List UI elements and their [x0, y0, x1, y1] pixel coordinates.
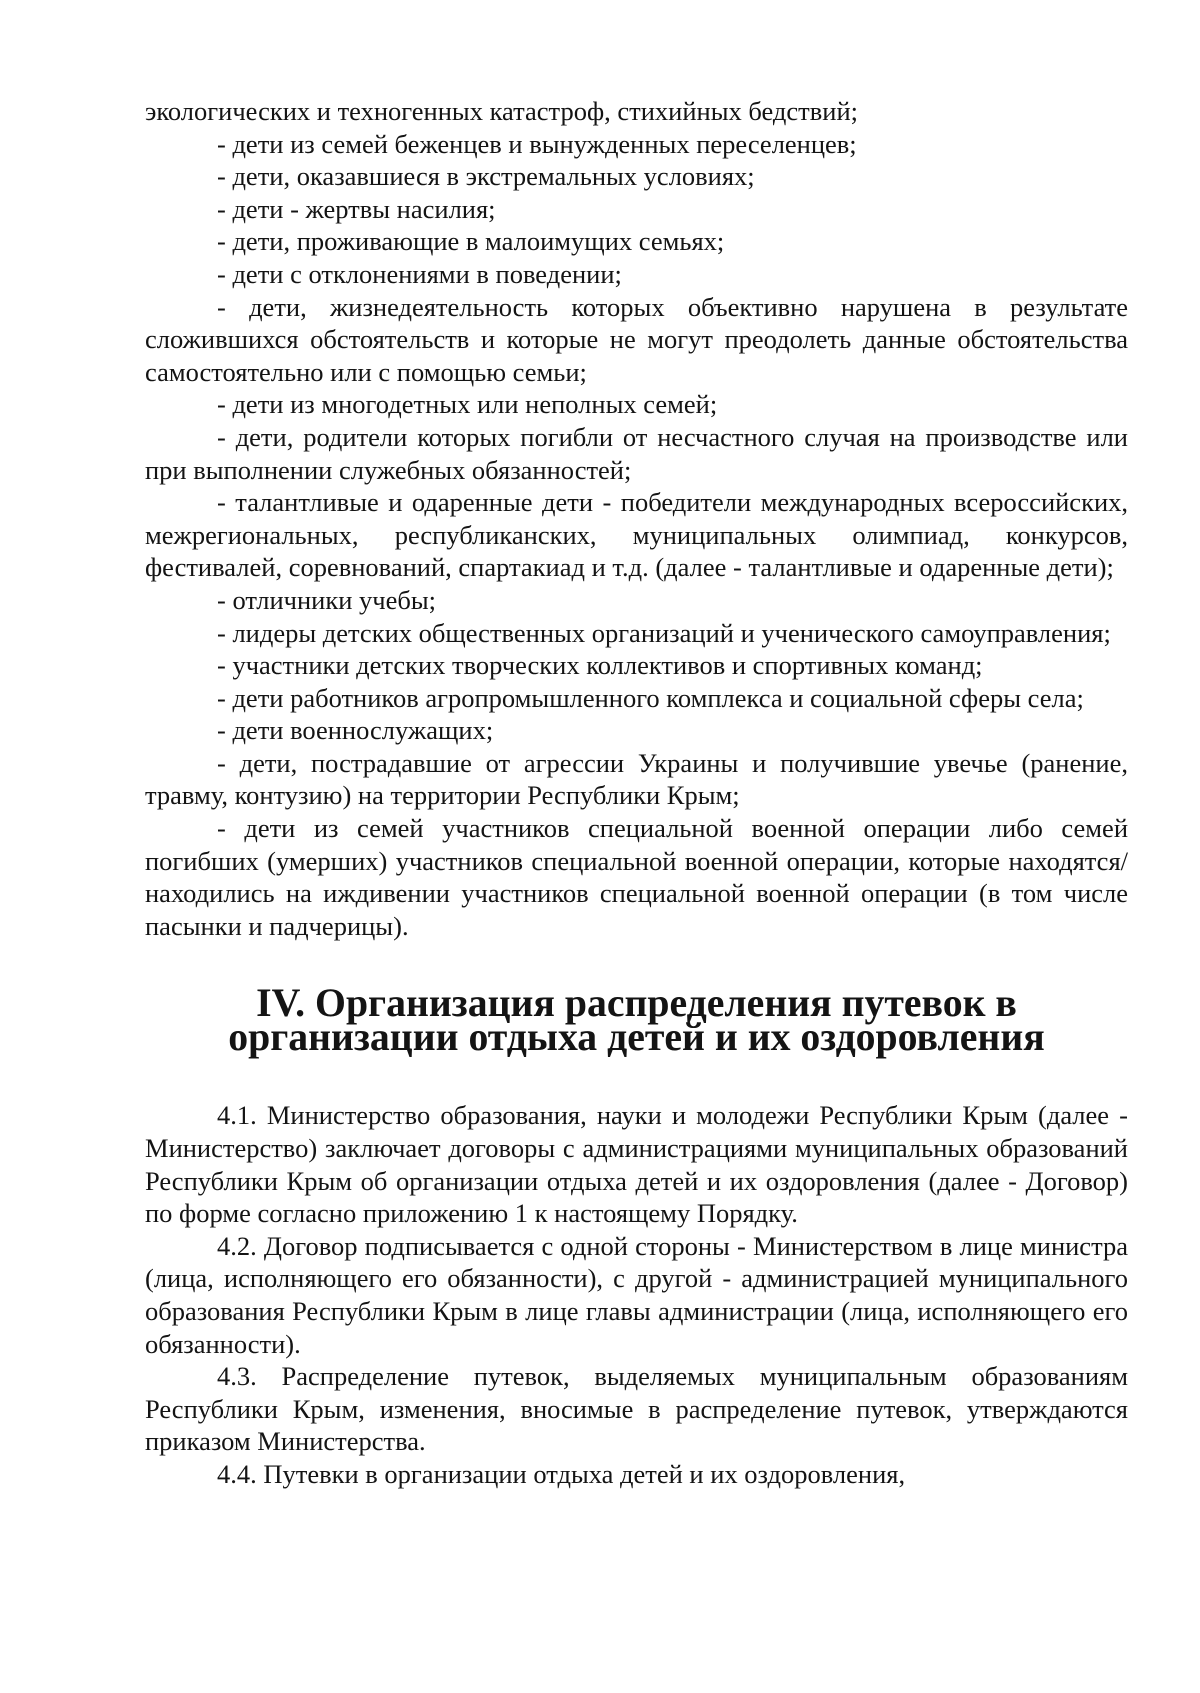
list-item: - дети работников агропромышленного комплекса и социальной сферы села;: [217, 682, 1084, 713]
list-item: - отличники учебы;: [217, 584, 437, 615]
list-item: - талантливые и одаренные дети - победители международных всероссийских, межрегиональных, республиканских, муниципальных олимпиад, конкурсов, фестивалей, соревнований, спартакиад и т.д. (далее - талантливые и одаренные дети);: [145, 487, 1128, 583]
list-item: - дети, пострадавшие от агрессии Украины и получившие увечье (ранение, травму, контузию) на территории Республики Крым;: [145, 747, 1128, 811]
clause-paragraph: 4.3. Распределение путевок, выделяемых муниципальным образованиям Республики Крым, изменения, вносимые в распределение путевок, утверждаются приказом Министерства.: [145, 1361, 1128, 1457]
list-item: - дети военнослужащих;: [217, 715, 494, 746]
list-item: - дети, жизнедеятельность которых объективно нарушена в результате сложившихся обстоятельств и которые не могут преодолеть данные обстоятельства самостоятельно или с помощью семьи;: [145, 291, 1128, 387]
clause-paragraph: 4.2. Договор подписывается с одной стороны - Министерством в лице министра (лица, исполняющего его обязанности), с другой - администрацией муниципального образования Республики Крым в лице главы администрации (лица, исполняющего его обязанности).: [145, 1230, 1128, 1359]
clause-paragraph: 4.1. Министерство образования, науки и молодежи Республики Крым (далее - Министерство) заключает договоры с администрациями муниципальных образований Республики Крым об организации отдыха детей и их оздоровления (далее - Договор) по форме согласно приложению 1 к настоящему Порядку.: [145, 1100, 1128, 1229]
list-item: - дети, оказавшиеся в экстремальных условиях;: [217, 161, 755, 192]
list-item: - дети, проживающие в малоимущих семьях;: [217, 226, 725, 257]
list-item: - лидеры детских общественных организаций и ученического самоуправления;: [217, 617, 1111, 648]
list-item: - дети с отклонениями в поведении;: [217, 258, 622, 289]
clause-paragraph: 4.4. Путевки в организации отдыха детей и их оздоровления,: [217, 1458, 906, 1489]
list-item: - дети из многодетных или неполных семей;: [217, 389, 718, 420]
list-item: - дети из семей беженцев и вынужденных переселенцев;: [217, 128, 857, 159]
list-item: - дети из семей участников специальной военной операции либо семей погибших (умерших) участников специальной военной операции, которые находятся/находились на иждивении участников специальной военной операции (в том числе пасынки и падчерицы).: [145, 813, 1128, 941]
document-body: [145, 95, 1128, 1491]
section-heading: IV. Организация распределения путевок в организации отдыха детей и их оздоровления: [228, 981, 1045, 1060]
list-item: - участники детских творческих коллективов и спортивных команд;: [217, 650, 983, 681]
list-item: - дети - жертвы насилия;: [217, 193, 496, 224]
list-item: - дети, родители которых погибли от несчастного случая на производстве или при выполнении служебных обязанностей;: [145, 421, 1128, 485]
list-item-continuation: экологических и техногенных катастроф, стихийных бедствий;: [145, 96, 858, 126]
